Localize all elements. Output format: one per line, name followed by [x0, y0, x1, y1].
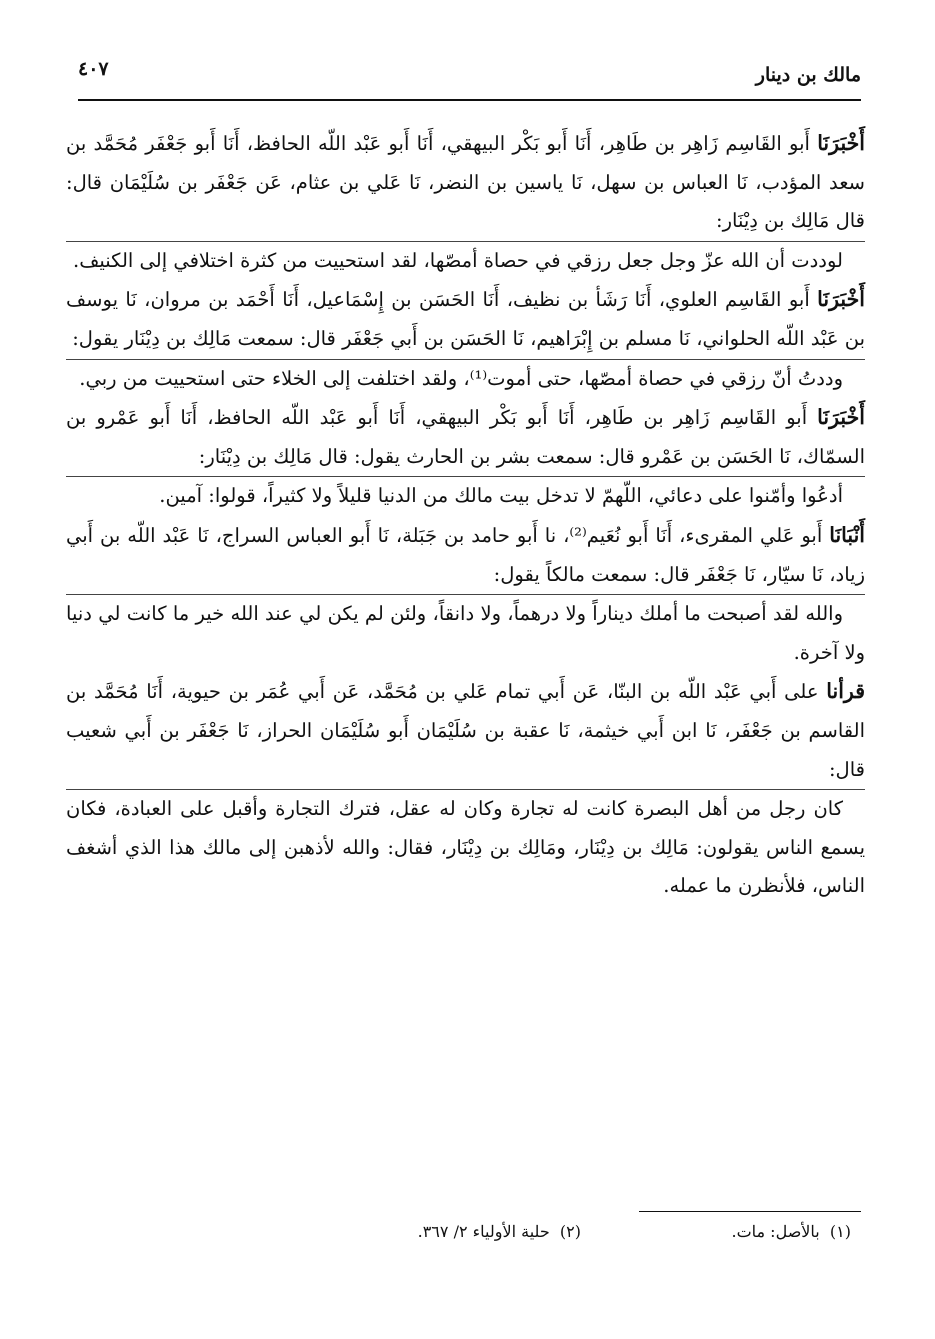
- page-number: ٤٠٧: [78, 58, 109, 80]
- footnote-marker: (١): [829, 1222, 851, 1241]
- footnote-marker: (٢): [559, 1222, 581, 1241]
- transmission-keyword: أَخْبَرَنَا: [817, 131, 866, 155]
- footnote-divider: [639, 1211, 861, 1212]
- isnad-paragraph: [66, 672, 865, 789]
- paragraph-text: لوددت أن الله عزّ وجل جعل رزقي في حصاة أمصّها، لقد استحييت من كثرة اختلافي إلى الكنيف.: [73, 248, 843, 272]
- isnad-paragraph: [66, 398, 865, 476]
- running-header: [78, 58, 861, 100]
- paragraph-text: كان رجل من أهل البصرة كانت له تجارة وكان له عقل، فترك التجارة وأقبل على العبادة، فكان يسمع الناس يقولون: مَالِك بن دِيْنَار، ومَالِك بن دِيْنَار، فقال: والله لأذهبن إلى مالك هذا الذي أشغف الناس، فلأنظرن ما عمله.: [66, 797, 865, 898]
- paragraph-text: أَبو القَاسِم العلوي، أَنَا رَشَأ بن نظيف، أَنَا الحَسَن بن إِسْمَاعيل، أَنَا أَحْمَد بن مروان، نَا يوسف بن عَبْد اللّه الحلواني، نَا مسلم بن إِبْرَاهيم، نَا الحَسَن بن أَبي جَعْفَر قال: سمعت مَالِك بن دِيْنَار يقول:: [66, 288, 865, 350]
- transmission-keyword: أَخْبَرَنَا: [817, 287, 865, 312]
- quote-paragraph: [66, 477, 865, 516]
- main-text: [66, 124, 865, 906]
- footnote-text: حلية الأولياء ٢/ ٣٦٧.: [417, 1222, 550, 1241]
- isnad-paragraph: [66, 124, 865, 241]
- footnote-text: بالأصل: مات.: [731, 1222, 820, 1241]
- footnote-2: [418, 1222, 581, 1241]
- paragraph-text: أَبو عَلي المقرىء، أَنَا أَبو نُعَيم⁽²⁾، نا أَبو حامد بن جَبَلة، نَا أَبو العباس السراج، نَا عَبْد اللّه بن أَبي زياد، نَا سيّار، نَا جَعْفَر قال: سمعت مالكاً يقول:: [66, 523, 865, 586]
- quote-paragraph: [66, 242, 865, 281]
- paragraph-text: أَبو القَاسِم زَاهِر بن طَاهِر، أَنَا أَبو بَكْر البيهقي، أَنَا أَبو عَبْد اللّه الحافظ، أَنَا أَبو جَعْفَر مُحَمَّد بن سعد المؤدب، نَا العباس بن سهل، نَا ياسين بن النضر، نَا عَلي بن عثام، عَن جَعْفَر بن سُلَيْمَان قال: قال مَالِك بن دِيْنَار:: [66, 132, 865, 233]
- footnotes: [260, 1222, 851, 1252]
- transmission-keyword: أَنْبَانَا: [829, 522, 866, 547]
- paragraph-text: أَبو القَاسِم زَاهِر بن طَاهِر، أَنَا أَبو بَكْر البيهقي، أَنَا أَبو عَبْد اللّه الحافظ، أَنَا أَبو عَمْرو بن السمّاك، نَا الحَسَن بن عَمْرو قال: سمعت بشر بن الحارث يقول: قال مَالِك بن دِيْنَار:: [66, 406, 865, 468]
- footnote-1: [732, 1222, 852, 1241]
- paragraph-text: على أَبي عَبْد اللّه بن البنّا، عَن أَبي تمام عَلي بن مُحَمَّد، عَن أَبي عُمَر بن حيوية، أَنَا مُحَمَّد بن القاسم بن جَعْفَر، نَا ابن أَبي خيثمة، نَا عقبة بن سُلَيْمَان أَبو سُلَيْمَان الحراز، نَا جَعْفَر بن أَبي شعيب قال:: [66, 680, 865, 781]
- header-divider: [78, 99, 861, 101]
- paragraph-text: وددتُ أنّ رزقي في حصاة أمصّها، حتى أموت⁽¹⁾، ولقد اختلفت إلى الخلاء حتى استحييت من ربي.: [79, 366, 843, 390]
- paragraph-text: أدعُوا وأمّنوا على دعائي، اللّهمّ لا تدخل بيت مالك من الدنيا قليلاً ولا كثيراً، قولوا: آمين.: [159, 484, 843, 508]
- isnad-paragraph: [66, 516, 865, 594]
- transmission-keyword: قرأنا: [826, 679, 866, 704]
- running-title: مالك بن دينار: [755, 64, 861, 86]
- quote-paragraph: [66, 790, 865, 906]
- isnad-paragraph: [66, 280, 865, 358]
- paragraph-text: والله لقد أصبحت ما أملك ديناراً ولا درهماً، ولا دانقاً، ولئن لم يكن لي عند الله خير ما كانت لي دنيا ولا آخرة.: [66, 602, 865, 664]
- quote-paragraph: [66, 360, 865, 399]
- quote-paragraph: [66, 595, 865, 672]
- transmission-keyword: أَخْبَرَنَا: [817, 405, 865, 430]
